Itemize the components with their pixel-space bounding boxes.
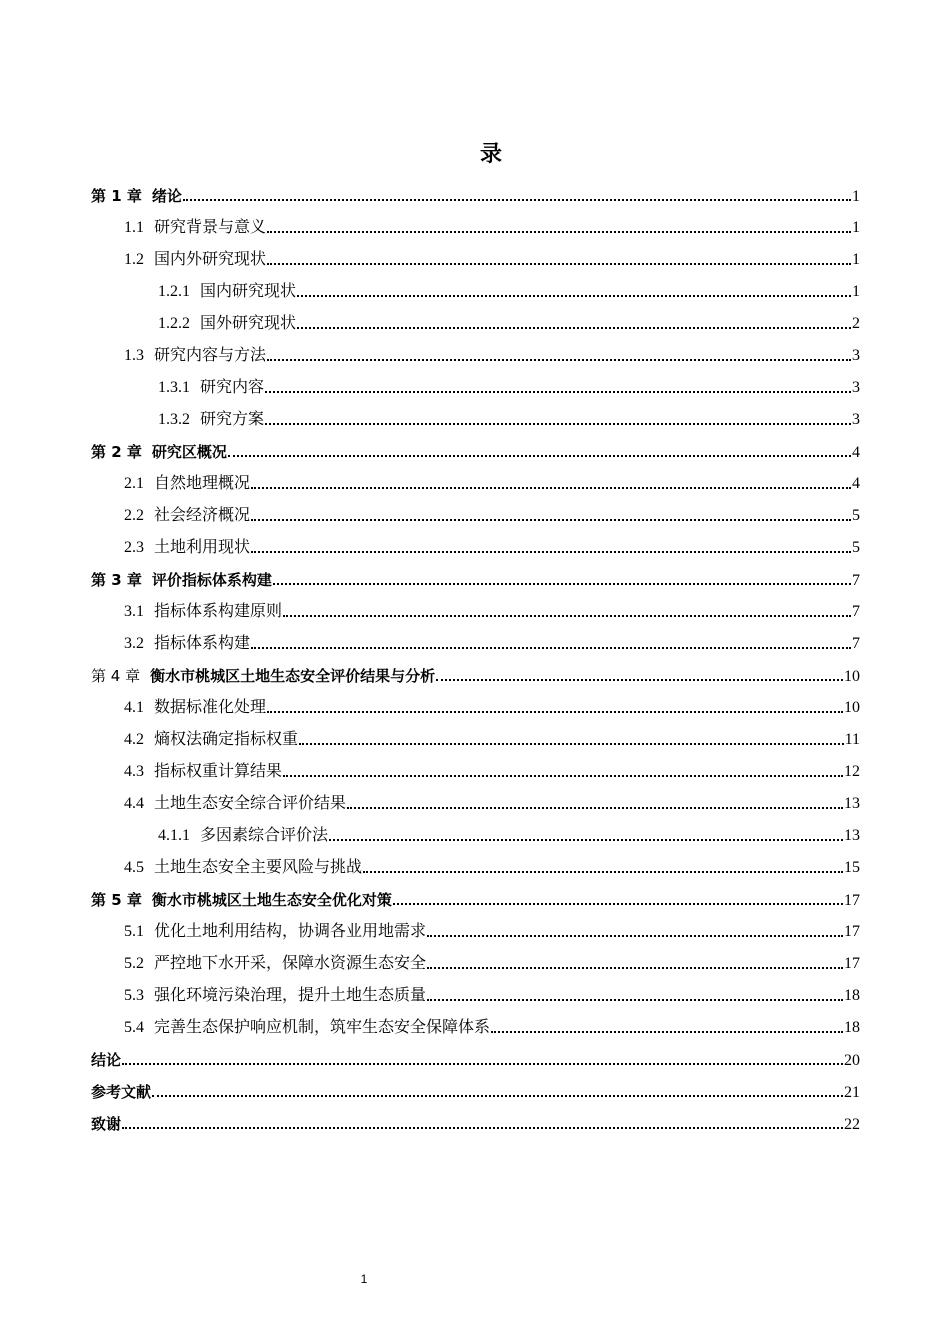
toc-entry-number: 1.3: [124, 347, 144, 364]
toc-entry-label: 数据标准化处理: [154, 699, 267, 716]
toc-entry-number: 1.2.1: [158, 283, 190, 300]
toc-entry[interactable]: [91, 982, 860, 1014]
dot-leader: [183, 199, 851, 201]
toc-entry[interactable]: [91, 726, 860, 758]
toc-entry[interactable]: [91, 182, 860, 214]
toc-entry-page: 17: [844, 955, 860, 972]
dot-leader: [251, 647, 851, 649]
dot-leader: [427, 967, 843, 969]
dot-leader: [267, 359, 851, 361]
toc-entry-number: 1.2.2: [158, 315, 190, 332]
toc-entry[interactable]: [91, 598, 860, 630]
toc-entry-page: 10: [844, 668, 860, 685]
toc-entry-number: 1.3.2: [158, 411, 190, 428]
toc-entry[interactable]: [91, 758, 860, 790]
toc-entry-number: 5.4: [124, 1019, 144, 1036]
toc-entry-label: 研究内容与方法: [154, 347, 267, 364]
dot-leader: [122, 1063, 843, 1065]
toc-entry-label: 指标体系构建: [154, 635, 251, 652]
toc-entry-number: 第 5 章: [91, 891, 142, 909]
toc-entry-number: 3.1: [124, 603, 144, 620]
dot-leader: [251, 519, 851, 521]
toc-entry-page: 18: [844, 987, 860, 1004]
dot-leader: [265, 391, 851, 393]
toc-title: 录: [479, 142, 502, 167]
toc-entry[interactable]: [91, 790, 860, 822]
toc-entry[interactable]: [91, 822, 860, 854]
toc-entry-page: 3: [852, 347, 860, 364]
toc-entry-label: 指标权重计算结果: [154, 763, 283, 780]
dot-leader: [267, 711, 843, 713]
toc-entry[interactable]: [91, 1014, 860, 1046]
toc-entry-page: 13: [844, 795, 860, 812]
toc-entry-label: 土地生态安全综合评价结果: [154, 795, 347, 812]
toc-entry-label: 致谢: [91, 1115, 122, 1133]
toc-entry-page: 10: [844, 699, 860, 716]
toc-entry-number: 2.3: [124, 539, 144, 556]
toc-entry-label: 评价指标体系构建: [151, 571, 272, 589]
toc-entry[interactable]: [91, 950, 860, 982]
toc-entry-label: 土地生态安全主要风险与挑战: [154, 859, 363, 876]
toc-entry-page: 12: [844, 763, 860, 780]
toc-entry-number: 第 2 章: [91, 443, 142, 461]
toc-entry-label: 衡水市桃城区土地生态安全评价结果与分析: [150, 667, 436, 685]
toc-entry-page: 2: [852, 315, 860, 332]
toc-entry-number: 1.1: [124, 219, 144, 236]
dot-leader: [273, 583, 851, 585]
toc-entry-page: 1: [852, 188, 860, 205]
toc-entry-number: 1.2: [124, 251, 144, 268]
toc-entry-label: 完善生态保护响应机制，筑牢生态安全保障体系: [154, 1019, 491, 1036]
dot-leader: [297, 327, 851, 329]
dot-leader: [265, 423, 851, 425]
toc-entry-page: 17: [844, 892, 860, 909]
toc-entry-number: 4.3: [124, 763, 144, 780]
toc-entry-label: 绪论: [151, 187, 182, 205]
toc-entry-number: 第 1 章: [91, 187, 142, 205]
toc-entry-page: 1: [852, 283, 860, 300]
toc-entry-label: 国外研究现状: [200, 315, 297, 332]
dot-leader: [251, 487, 851, 489]
dot-leader: [393, 903, 843, 905]
toc-entry-label: 研究背景与意义: [154, 219, 267, 236]
toc-entry-page: 15: [844, 859, 860, 876]
toc-entry[interactable]: [91, 918, 860, 950]
toc-entry-number: 5.1: [124, 923, 144, 940]
toc-entry-label: 研究区概况: [151, 443, 227, 461]
toc-entry-number: 4.2: [124, 731, 144, 748]
toc-entry-page: 3: [852, 411, 860, 428]
toc-entry[interactable]: [91, 438, 860, 470]
table-of-contents: [91, 182, 860, 1142]
toc-entry-number: 第 4 章: [91, 667, 141, 685]
toc-entry-number: 2.2: [124, 507, 144, 524]
toc-entry-number: 4.1: [124, 699, 144, 716]
dot-leader: [267, 263, 851, 265]
toc-entry-number: 4.1.1: [158, 827, 190, 844]
toc-entry-page: 1: [852, 219, 860, 236]
dot-leader: [427, 935, 843, 937]
toc-entry-page: 20: [844, 1052, 860, 1069]
dot-leader: [152, 1095, 843, 1097]
toc-entry[interactable]: [91, 662, 860, 694]
toc-entry-page: 5: [852, 507, 860, 524]
toc-entry-label: 参考文献: [91, 1083, 152, 1101]
toc-entry-label: 社会经济概况: [154, 507, 251, 524]
dot-leader: [251, 551, 851, 553]
toc-entry[interactable]: [91, 694, 860, 726]
toc-entry[interactable]: [91, 566, 860, 598]
toc-entry-number: 3.2: [124, 635, 144, 652]
dot-leader: [283, 615, 851, 617]
toc-entry-page: 1: [852, 251, 860, 268]
toc-entry-number: 第 3 章: [91, 571, 142, 589]
toc-entry-page: 7: [852, 603, 860, 620]
toc-entry-number: 5.2: [124, 955, 144, 972]
dot-leader: [329, 839, 843, 841]
toc-entry-number: 5.3: [124, 987, 144, 1004]
dot-leader: [299, 743, 844, 745]
toc-entry-label: 土地利用现状: [154, 539, 251, 556]
toc-entry-page: 4: [852, 475, 860, 492]
toc-entry[interactable]: [91, 502, 860, 534]
toc-entry[interactable]: [91, 406, 860, 438]
dot-leader: [363, 871, 843, 873]
toc-entry-page: 11: [844, 731, 860, 748]
toc-entry[interactable]: [91, 374, 860, 406]
toc-entry-label: 强化环境污染治理，提升土地生态质量: [154, 987, 427, 1004]
dot-leader: [491, 1031, 843, 1033]
dot-leader: [297, 295, 851, 297]
toc-entry[interactable]: [91, 342, 860, 374]
toc-entry[interactable]: [91, 534, 860, 566]
toc-entry-page: 5: [852, 539, 860, 556]
dot-leader: [122, 1127, 843, 1129]
dot-leader: [283, 775, 843, 777]
toc-entry[interactable]: [91, 886, 860, 918]
toc-entry[interactable]: [91, 1046, 860, 1078]
dot-leader: [267, 231, 851, 233]
toc-entry-number: 4.5: [124, 859, 144, 876]
toc-entry-number: 4.4: [124, 795, 144, 812]
toc-entry[interactable]: [91, 630, 860, 662]
toc-entry-label: 结论: [91, 1051, 122, 1069]
toc-entry-page: 7: [852, 635, 860, 652]
toc-entry-page: 13: [844, 827, 860, 844]
dot-leader: [436, 679, 843, 681]
dot-leader: [427, 999, 843, 1001]
dot-leader: [228, 455, 851, 457]
toc-entry-page: 21: [844, 1084, 860, 1101]
toc-entry-label: 研究方案: [200, 411, 265, 428]
toc-entry-page: 22: [844, 1116, 860, 1133]
toc-entry-label: 多因素综合评价法: [200, 827, 329, 844]
toc-entry-page: 18: [844, 1019, 860, 1036]
toc-entry-page: 3: [852, 379, 860, 396]
toc-entry-label: 指标体系构建原则: [154, 603, 283, 620]
dot-leader: [347, 807, 843, 809]
toc-entry[interactable]: [91, 470, 860, 502]
toc-entry[interactable]: [91, 214, 860, 246]
toc-entry-page: 7: [852, 572, 860, 589]
toc-entry-number: 1.3.1: [158, 379, 190, 396]
toc-entry-label: 研究内容: [200, 379, 265, 396]
toc-entry-label: 国内研究现状: [200, 283, 297, 300]
toc-entry-label: 国内外研究现状: [154, 251, 267, 268]
toc-entry-label: 严控地下水开采，保障水资源生态安全: [154, 955, 427, 972]
toc-entry-label: 自然地理概况: [154, 475, 251, 492]
toc-entry[interactable]: [91, 246, 860, 278]
toc-entry[interactable]: [91, 854, 860, 886]
toc-entry-page: 17: [844, 923, 860, 940]
toc-entry-number: 2.1: [124, 475, 144, 492]
toc-entry-label: 衡水市桃城区土地生态安全优化对策: [151, 891, 392, 909]
toc-entry[interactable]: [91, 310, 860, 342]
toc-entry-label: 熵权法确定指标权重: [154, 731, 299, 748]
page-number: 1: [360, 1272, 368, 1286]
toc-entry[interactable]: [91, 1110, 860, 1142]
toc-entry[interactable]: [91, 278, 860, 310]
toc-entry-page: 4: [852, 444, 860, 461]
toc-entry[interactable]: [91, 1078, 860, 1110]
toc-entry-label: 优化土地利用结构，协调各业用地需求: [154, 923, 427, 940]
